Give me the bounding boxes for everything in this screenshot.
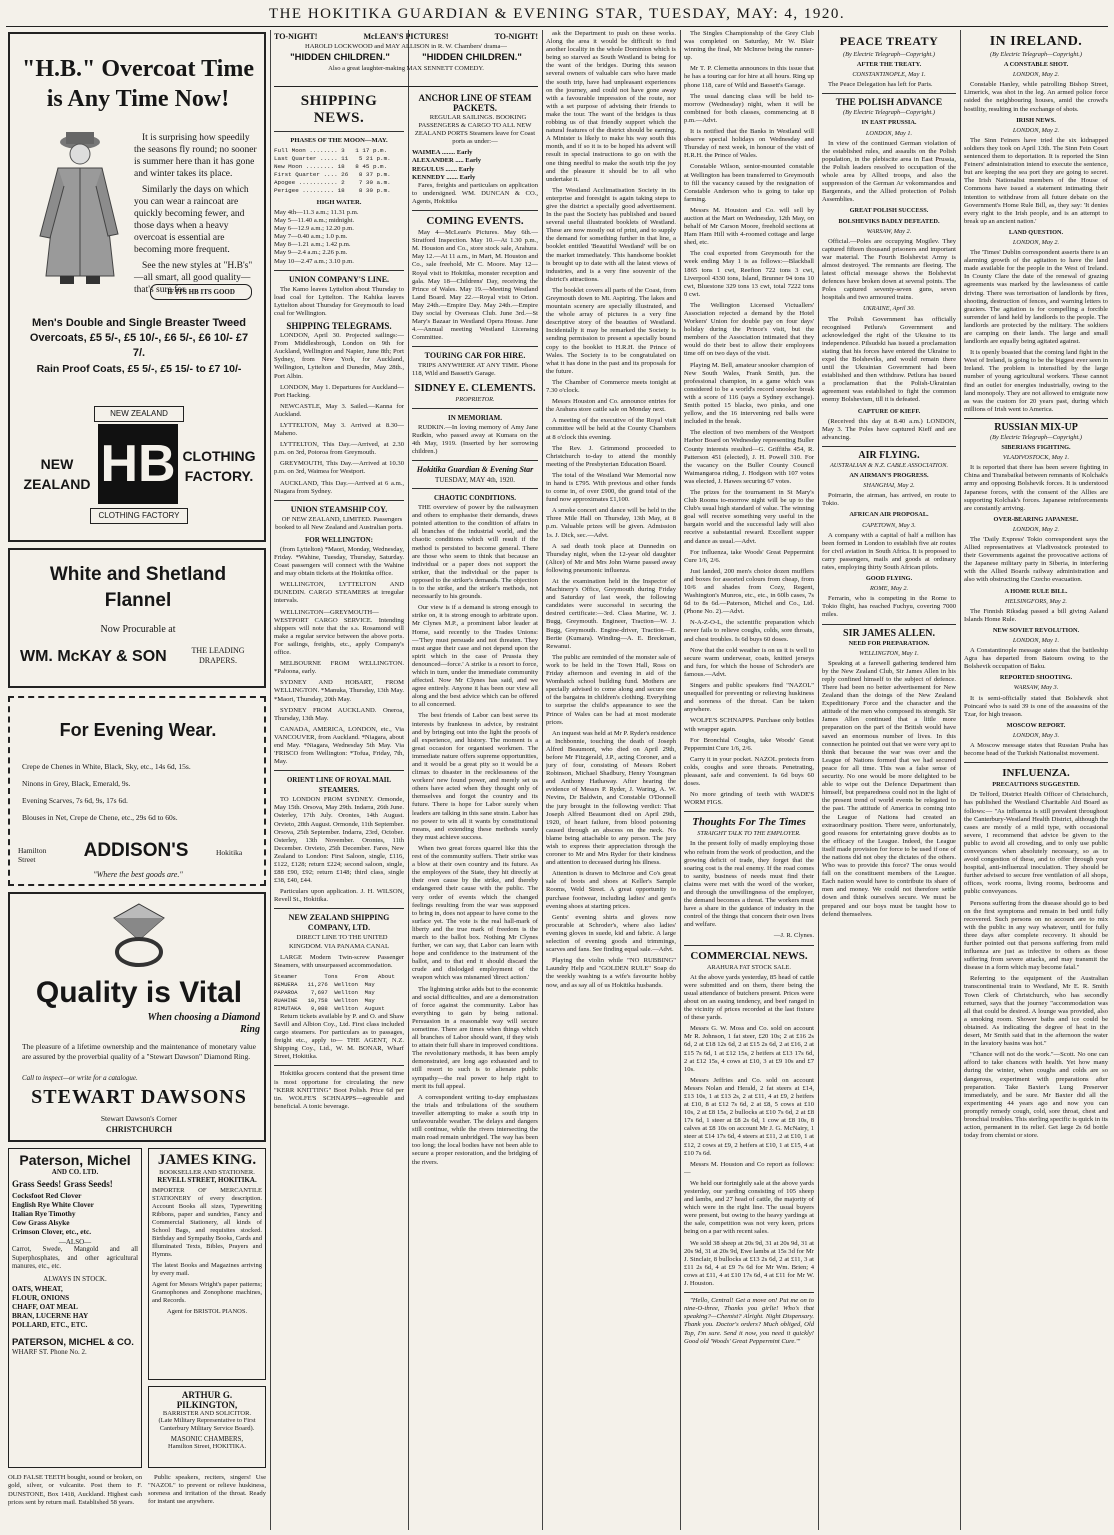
- dateline: LONDON, May 1.: [865, 129, 913, 137]
- flannel-ad: [8, 548, 266, 688]
- touring-text: TRIPS ANYWHERE AT ANY TIME. Phone 118, Wild and Bassett's Garage.: [412, 362, 538, 378]
- dateline: WELLINGTON, May 1.: [859, 649, 919, 657]
- news-paragraph: The Chamber of Commerce meets tonight at 7.30 o'clock.: [546, 378, 676, 395]
- hb-raincoat-prices: Rain Proof Coats, £5 5/-, £5 15/- to £7 10/-: [36, 363, 242, 375]
- man-in-overcoat-illustration: [30, 126, 128, 286]
- column-rule: [542, 30, 543, 1530]
- thoughts-sub: STRAIGHT TALK TO THE EMPLOYER.: [697, 830, 801, 838]
- stewart-body: The pleasure of a lifetime ownership and the maintenance of monetary value are assured by the proverbial quality of a "Stewart Dawson" Diamond Ring.: [22, 1042, 256, 1061]
- news-paragraph: Messrs Houston and Co. announce entries for the Arahura store cattle sale on Monday next.: [546, 398, 676, 414]
- column-local-commercial: [684, 30, 814, 1530]
- subhead: PRECAUTIONS SUGGESTED.: [992, 781, 1080, 789]
- commercial-heading: COMMERCIAL NEWS.: [690, 949, 808, 962]
- paterson-items: OATS, WHEAT, FLOUR, ONIONS CHAFF, OAT MEAL BRAN, LUCERNE HAY POLLARD, ETC., ETC.: [12, 1284, 89, 1330]
- sir-james-heading: SIR JAMES ALLEN.: [843, 627, 935, 639]
- editorial-paragraph: The lightning strike adds but to the economic and social difficulties, and are a demonstration of force against the community. Labor has everything to gain by being rational. Persuasion in a reasonable way will secure sometime. There are times when things which all branches of Labor should want, if they wish to attain their full share in improved conditions. The revolutionary methods, it has been amply demonstrated, are long ago exhausted and to still resort to such is to alienate public sympathy—the real power to help right to merit its full appeal.: [412, 985, 538, 1090]
- commercial-paragraph: Messrs M. Houston and Co report as follows:—: [684, 1160, 814, 1176]
- addison-firm: ADDISON'S: [83, 840, 189, 861]
- commercial-sub: ARAHURA FAT STOCK SALE.: [707, 963, 791, 971]
- news-paragraph: The usual dancing class will be held to-morrow (Wednesday) night, when it will be combined for both classes, commencing at 8 p.m.—Advt.: [684, 92, 814, 124]
- news-paragraph: Attention is drawn to McInroe and Co's great sale of boots and shoes at Keller's Sample Rooms, Weld Street. A great opportunity to purchase footwear, including ladies' and gent's evening shoes at starting prices.: [546, 870, 676, 910]
- logo-banner-bottom: CLOTHING FACTORY: [90, 508, 188, 524]
- news-paragraph: For influenza, take Woods' Great Peppermint Cure 1/6, 2/6.: [684, 548, 814, 564]
- commercial-paragraph: We held our fortnightly sale at the above yards yesterday, our yarding consisting of 105 sheep and lambs, and 27 head of cattle, the majority of which were in the right line. The usual buyers were present, but owing to the heavy yardings at the sale, competition was not very keen, prices being on a par with recent sales.: [684, 1179, 814, 1236]
- news-paragraph: Now that the cold weather is on us it is well to secure warm underwear, coats, knitted jerseys and furs, for which the house of Schroder's are famous.—Advt.: [684, 646, 814, 678]
- pilkington-ad: [148, 1386, 266, 1468]
- editorial-paragraph: When two great forces quarrel like this the rest of the community suffers. Their strike was a blow at their own country and its future. As the employees of the State, they hit directly at their own cause by the strike, and thereby endangered their cause with the public. The very order of events which the changed feelings resulting from the war was supposed to bring in, does not appear to have come to the surface yet. The vote is the real hall-mark of liberty and the true mark of freedom is the march to the ballot box. Nothing Mr Clynes further, we can say, that Labor can learn with hope and confidence to the instrument of the ballot, and to that end it should discard the crude and dislodged employment of the weapon which was misnamed 'direct action.': [412, 844, 538, 982]
- logo-right-text: CLOTHING FACTORY.: [182, 448, 256, 484]
- melbourne-text: MELBOURNE FROM WELLINGTON. *Paloona, early.: [274, 660, 404, 676]
- dateline: LONDON, May 2.: [1012, 525, 1060, 533]
- column-events-editorial: [412, 90, 538, 1530]
- subhead: LAND QUESTION.: [1008, 228, 1064, 236]
- cable-paragraph: The Sinn Feiners have tried the six kidnapped soldiers they took on April 13th. The Sinn Fein Court sentenced them to deportation. It is reported the Sinn Feiners' administration intend to execute the sentence, but are keeping the sea port they are going to secret. The Irish Nationalist members of the House of Commons have issued a statement intimating their intention to withdraw from all future debate on the Government's Home Rule Bill, as, they say: 'It denies every right to the Irish people, and is an attempt to break up an ancient nation.': [964, 136, 1108, 225]
- cable-paragraph: Constable Hanley, while patrolling Bishop Street, Limerick, was shot in the leg. An armed police force raided the neighbouring houses, amid the crowd's hostility, resulting in the exchange of shots.: [964, 81, 1108, 113]
- news-paragraph: Playing M. Bell, amateur snooker champion of New South Wales, Frank Smith, jun. the professional champion, in a game which was considered to be a world's record snooker break with a score of 116 (says a Sydney exchange). Smith potted 15 blacks, two pinks, and one yellow, and the 16 intervening red balls were included in the break.: [684, 361, 814, 426]
- nzs-table: Steamer Tons From About REMUERA 11,276 Wellton May PAPAROA 7,697 Wellton May RUAHINE 10,758 Wellton May RIMUTAKA 9,088 Wellton August: [274, 972, 395, 1012]
- union-text: The Kamo leaves Lyttelton about Thursday to load coal for Lyttelton. The Kahika leaves Lyttelton about Thursday for Greymouth to load coal for Wellington.: [274, 285, 404, 317]
- evening-wear-ad: [8, 696, 266, 886]
- subhead: OVER-BEARING JAPANESE.: [993, 515, 1079, 523]
- thoughts-text: In the present folly of madly employing those who refrain from the work of production, and the growing deficit of trade, they forget that the soaring cost is the real enemy. If the road comes to sanity, business of needs must find their claims were met with the word of the worker, and through the unwillingness of the employer, the demand becomes a threat. The workers must have a share in the guidance of industry in the control of the things that concern their own lives and welfare.: [684, 840, 814, 929]
- polish-heading: THE POLISH ADVANCE: [835, 98, 943, 109]
- for-wellington-text: (from Lyttelton) *Maori, Monday, Wednesday, Friday. *Wahine, Tuesday, Thursday, Saturday. Coast passengers will connect with the Wahine and may obtain tickets at the Hokitika office.: [274, 545, 404, 578]
- cargo-text: WELLINGTON, LYTTELTON AND DUNEDIN. CARGO STEAMERS at irregular intervals.: [274, 581, 404, 605]
- evening-item: Blouses in Net, Crepe de Chene, etc., 29s 6d to 60s.: [22, 813, 178, 822]
- arthur-body: (Late Military Representative to First Canterbury Military Service Board).: [158, 1417, 256, 1432]
- dateline: LONDON, May 3.: [1012, 731, 1060, 739]
- hb-good-tag: IF ITS HB ITS GOOD: [150, 284, 252, 300]
- james-piano: Agent for BRISTOL PIANOS.: [166, 1308, 248, 1315]
- news-paragraph: The Rev. J. Grimmond proceeded to Christchurch to-day to attend the monthly meeting of the Presbyterian Education Board.: [546, 444, 676, 468]
- news-paragraph: The total of the Westland War Memorial now in hand is £795. With previous and other funds to come in, of over £900, the grand total of the fund now approximates £1,100.: [546, 471, 676, 504]
- orient-text: TO LONDON FROM SYDNEY. Ormonde, May 15th. Orsova, May 29th. Indarra, 26th June. Osterley, 17th July. Orontes, 14th August. Orvieto, 28th August. Ormonde, 11th September. Orsova, 25th September. Indarra, 23rd, October. Osterley, 13th November. Orontes, 11th December. Orvieto, 25th December. Fares, New Zealand to London: First Saloon, single, £116, £122, £128; return £224; second saloon, single, £88 £90, £92; return £148; third class, single £38, £40, £44.: [274, 796, 404, 885]
- dateline: WARSAW, May 2.: [866, 227, 912, 235]
- cable-paragraph: Official.—Poles are occupying Mogilev. They captured fifteen thousand prisoners and important war material. The Fourth Bolshevist Army is almost destroyed. The remnants are fleeing. The latest official message shows the Bolshevist defences have broken down at several points. The Poles captured seventy-seven guns, seven hospitals and two armoured trains.: [822, 237, 956, 302]
- evening-item: Crepe de Chenes in White, Black, Sky, etc., 14s 6d, 15s.: [22, 762, 191, 771]
- cable-paragraph: A Constantinople message states that the battleship Agra has departed from Batoum owing to the Bolshevik occupation of Baku.: [964, 647, 1108, 671]
- flannel-sub: Now Procurable at: [100, 624, 176, 635]
- dateline: LONDON, May 2.: [1012, 238, 1060, 246]
- diamond-ring-illustration: [94, 900, 184, 970]
- subhead: SIBERIANS FIGHTING.: [1001, 444, 1071, 452]
- news-paragraph: The Westland Acclimatisation Society in its enterprise and foresight is again taking steps to give the district a specially good advertisement. In the past the Society has published and issued several useful illustrated booklets of Westland. These are now mostly out of print, and to supply the demand for something further in that line, a booklet entitled 'Beautiful Westland' will be on the market immediately. This handsome booklet is brought up to date with all the latest views of industries, and is a very fine souvenir of the district's attractions.: [546, 186, 676, 283]
- column-ireland-russia: [964, 30, 1108, 1530]
- canada-text: CANADA, AMERICA, LONDON, etc., Via VANCOUVER, from Auckland. *Niagara, about end May. *Niagara, Wednesday 5th May. Via 'FRISCO from Wellington: *Tofua, Friday, 7th, May.: [274, 725, 404, 766]
- patent-notice: Public speakers, reciters, singers! Use "NAZOL" to prevent or relieve huskiness, soreness and irritation of the throat. Ready for instant use anywhere.: [148, 1474, 266, 1506]
- telegram: LYTTELTON, May 3. Arrived at 8.30—Maheno.: [274, 421, 404, 438]
- paterson-wharf: WHARF ST. Phone No. 2.: [12, 1347, 87, 1356]
- james-name: JAMES KING.: [157, 1152, 257, 1168]
- news-paragraph: The election of two members of the Westport Harbor Board on Wednesday representing Buller County interests resulted—G. Griffiths 454, R. Patterson 451 (elected), J. H. Powell 310. For the vacancy on the Buller County Council Waimangaroa riding, J. Hodgson with 107 votes was elected, J. Hawes securing 67 votes.: [684, 429, 814, 485]
- anchor-text: Fares, freights and particulars on application to undersigned. WM. DUNCAN & CO., Agents, Hokitika: [412, 181, 538, 205]
- news-paragraph: Just landed, 200 men's choice dozen mufflers and boxes for assorted colours from cheap, from 10/6 and shades from Cozy, Regent, Washington's Munros, etc., etc., in 60lb cases, 7s 6d to 8s 6d.—Paterson, Michel and Co., Ltd. (Phone No. 2).—Advt.: [684, 567, 814, 616]
- editorial-heading: CHAOTIC CONDITIONS.: [433, 494, 517, 503]
- cable-paragraph: In view of the continued German violation of the established rules, and assaults on the Polish population, in the plebiscite area in East Prussia, the Polish leaders resolved to occupation of the whole area by Allied troops, and also the suppression of the German Ar vokommandos and Bargenrats, and the Allied protection of Polish Assemblies.: [822, 139, 956, 204]
- telegram: LYTTELTON, This Day.—Arrived, at 2.30 p.m. on 3rd, Potoroa from Greymouth.: [274, 441, 404, 457]
- sidney-sub: PROPRIETOR.: [455, 395, 495, 403]
- addison-motto: "Where the best goods are.": [93, 870, 183, 879]
- byline: (By Electric Telegraph—Copyright.): [990, 51, 1082, 58]
- tide-heading: HIGH WATER.: [316, 199, 362, 206]
- russian-heading: RUSSIAN MIX-UP: [994, 421, 1078, 433]
- memoriam-heading: IN MEMORIAM.: [447, 413, 503, 422]
- paterson-name: Paterson, Michel: [19, 1152, 131, 1168]
- hb-overcoat-ad: [8, 32, 266, 542]
- dateline: UKRAINE, April 30.: [862, 305, 915, 313]
- paterson-stock: ALWAYS IN STOCK.: [43, 1274, 107, 1283]
- news-paragraph: Singers and public speakers find "NAZOL" unequalled for preventing or relieving huskiness and soreness of the throat. Can be taken anywhere.: [684, 682, 814, 714]
- cable-paragraph: The Polish Government has officially recognised Petlura's Government and acknowledged the right of the Ukraine to its independence. Pilsudski has issued a proclamation stating that his forces have entered the Ukraine to expel the Bolsheviks, and would remain there until the Ukrainian Government had been established and then withdraw. Petlura has issued a proclamation that the Polish-Ukrainian agreement was established to fight the common enemy Bolshevism, till it is defeated.: [822, 315, 956, 404]
- news-paragraph: A smoke concert and dance will be held in the Three Mile Hall on Thursday, 13th May, at 8 p.m. Valuable prizes will be given. Admission 1s. J. Dick, sec.—Advt.: [546, 507, 676, 539]
- cable-paragraph: It is semi-officially stated that Bolshevik shot Poincaré who is said 39 is one of the assassins of the Tzar, for high treason.: [964, 694, 1108, 718]
- hb-logo-block: HB: [98, 424, 178, 504]
- uss-heading: UNION STEAMSHIP COY.: [290, 504, 388, 514]
- dateline: CONSTANTINOPLE, May 1.: [852, 71, 926, 79]
- cable-paragraph: A Moscow message states that Russian Praha has become head of the Turkish Nationalist movement.: [964, 742, 1108, 758]
- evening-title: For Evening Wear.: [59, 720, 217, 740]
- dateline: WARSAW, May 3.: [1013, 684, 1059, 692]
- tonight-film: "HIDDEN CHILDREN.": [290, 52, 390, 63]
- editorial-paragraph: A correspondent writing to-day emphasizes the trials and tribulations of the southern traveller attempting to make a south trip in unfavourable weather. The delays and dangers still continue, while the rivers intersecting the main road remain unbridged. The way has been too long; the local bodies have not been able to secure a proper restoration, and the bridging of the rivers.: [412, 1093, 538, 1166]
- james-body2: The latest Books and Magazines arriving by every mail.: [152, 1262, 262, 1277]
- cable-paragraph: It is reported that there has been severe fighting in China and Transbaikal between remnants of Kolchak's army and opposing Bolshevik forces. It is understood Japanese forces, with the consent of the Allies are supporting Kolchak's forces. Japanese reinforcements are constantly arriving.: [964, 464, 1108, 512]
- moon-heading: PHASES OF THE MOON—MAY.: [290, 137, 388, 144]
- influenza-paragraph: Referring to the equipment of the Australian transcontinental train to Westland, Mr E. R. Smith Town Clerk of Christchurch, who has secondly returned, says that the journey "accommodation was all that could be desired. A lounge was provided, also a smoking room. Shower baths and ice could be obtained. As indicating the degree of heat in the desert, Mr Smith said that in the afternoon the water in the lavatory basins was hot.": [964, 975, 1108, 1048]
- news-paragraph: The Wellington Licensed Victuallers' Association rejected a demand by the Hotel Workers' Union for double pay on four days' holiday during the Prince's visit, but the members of the Association intimated that they would do their best to allow their employees time off on two days of the visit.: [684, 301, 814, 358]
- news-paragraph: For Bronchial Coughs, take Woods' Great Peppermint Cure 1/6, 2/6.: [684, 736, 814, 752]
- news-paragraph: Carry it in your pocket. NAZOL protects from colds, coughs and sore throats. Penetrating, pleasant, safe and convenient. Is 6d buys 60 doses.: [684, 755, 814, 788]
- logo-banner-top: NEW ZEALAND: [94, 406, 184, 422]
- stewart-dawson-ad: [8, 892, 266, 1142]
- stewart-addr: Stewart Dawson's Corner: [100, 1114, 178, 1123]
- masthead: THE HOKITIKA GUARDIAN & EVENING STAR, TUESDAY, MAY: 4, 1920.: [268, 6, 846, 22]
- peace-heading: PEACE TREATY: [839, 34, 939, 48]
- subhead: A CONSTABLE SHOT.: [1003, 61, 1069, 69]
- commercial-paragraph: We sold 38 sheep at 20s 9d, 31 at 20s 9d, 31 at 20s 9d, 31 at 20s 9d, Ewe lambs at 15s 3d for Mr J. Sinclair, 8 bullocks at £13 2s 6d, 2 at £11, 3 at £11 2s 6d, 4 at £9 7s 6d for Mr Wm. Brien; 4 cows at £11, 4 at £10 17s 6d, 4 at £11 for Mr W. J. Houston.: [684, 1239, 814, 1288]
- tonight-film: "HIDDEN CHILDREN.": [422, 52, 522, 63]
- tonight-also: Also a great laughter-making MAX SENNETT COMEDY.: [328, 65, 484, 72]
- flannel-tag: THE LEADING DRAPERS.: [191, 646, 245, 665]
- telegram: AUCKLAND, This Day.—Arrived at 6 a.m., Niagara from Sydney.: [274, 479, 404, 495]
- influenza-paragraph: Dr Telford, District Health Officer of Christchurch, has published the Westland Charitable Aid Board as follows:— "As influenza is still prevalent throughout the Canterbury-Westland Health District, although the cases are mostly of a mild type, with occasional severe, I recommend that advice be given to the public to avoid all crowding, and to only use public conveyances when absolutely necessary, so as to avoid congestion of these, and to offer through your hospital, anti-influenzal inoculation. They should be further advised to secure free ventilation of all shops, offices, work rooms, living rooms, bedrooms and public conveyances.: [964, 791, 1108, 896]
- tide-table: May 4th—11.3 a.m.; 11.31 p.m. May 5—11.40 a.m.; midnight. May 6—12.9 a.m.; 12.20 p.m. May 7—0.40 a.m.; 1.0 p.m. May 8—1.21 a.m.; 1.42 p.m. May 9—2.4 a.m.; 2.26 p.m. May 10—2.47 a.m.; 3.10 p.m.: [274, 209, 359, 265]
- cable-paragraph: Speaking at a farewell gathering tendered him by the New Zealand Club, Sir James Allen in his reply confined himself to the subject of defence. There had been no better advertisement for New Zealand than the doings of the New Zealand Expeditionary Force and the character and the attitude of the men who composed its strength. Sir James Allen continued that a little more preparation on the part of the British would have saved an enormous number of lives. In this connection he pointed out that we were very apt to think that because the war was over and the League of Nations formed that we had secured peace for all time. This was a false sense of security. No one would be more delighted to be able to wipe out the Defence Department than himself, but preparedness could not in the light of the present trend of world events be relegated to the past. The attitude of America in coming into the League of Nations had created an extraordinary position. There were, unfortunately, good reasons for entertaining grave doubts as to the efficacy of the League. Indeed, the League itself made provision for force to be used if one of the nations did not obey the dictates of the others. Who was to provide this force? The onus would fall on the constituent members of the League. Each nation would have to contribute its share of men and money. We could not therefore settle down and think ourselves secure. We must be prepared and our boys must be taught how to defend themselves.: [822, 659, 956, 918]
- james-addr: REVELL STREET, HOKITIKA.: [157, 1176, 257, 1184]
- cable-paragraph: Poirrarin, the airman, has arrived, en route to Tokio.: [822, 492, 956, 508]
- byline: AUSTRALIAN & N.Z. CABLE ASSOCIATION.: [829, 461, 949, 469]
- nzs-heading: NEW ZEALAND SHIPPING COMPANY, LTD.: [288, 913, 390, 933]
- dateline: CAPETOWN, May 3.: [862, 521, 916, 529]
- anchor-list: WAIMEA ........ Early ALEXANDER ..... Early REGULUS ....... Early KENNEDY ....... Early: [412, 149, 482, 181]
- dateline: HELSINGFORS, May 2.: [1005, 597, 1067, 605]
- influenza-heading: INFLUENZA.: [1002, 767, 1070, 780]
- touring-heading: TOURING CAR FOR HIRE.: [424, 351, 526, 361]
- subhead: AN AIRMAN'S PROGRESS.: [849, 472, 929, 480]
- dateline: SHANGHAI, May 2.: [863, 482, 915, 490]
- column-rule: [408, 30, 409, 1530]
- stewart-sub: When choosing a Diamond Ring: [147, 1012, 260, 1035]
- peppermint-verse: "Hello, Central! Get a move on! Put me on to nine-O-three, Thanks you girlie! Who's that speaking?—Chemist? Alright. Night Dispensary. Thank you. Doctor's orders? Much obliged, Old Top, I'm sure. Send it now, you need it quickly! Good old 'Woods' Great Peppermint Cure.'": [684, 1297, 814, 1345]
- subhead: IRISH NEWS.: [1016, 116, 1056, 124]
- editorial-paragraph: THE overview of power by the railwaymen and others to emphasise their demands, draws pointed attention to the condition of affairs in all branches of the industrial world, and the chaotic conditions which will result if the method is persisted to become general. There are those who seem to think that because an individual or a paper does not support the striker, that the individual or the paper is opposed to the striker's demands. The objection is to the strike, and the striker's methods, not necessarily to his grounds.: [412, 504, 538, 601]
- editorial-date: TUESDAY, MAY 4th, 1920.: [435, 476, 515, 484]
- flannel-title: White and Shetland Flannel: [49, 564, 227, 611]
- false-teeth-ad: OLD FALSE TEETH bought, sound or broken, on gold, silver, or vulcanite. Post them to F. DUNSTONE, Box 1418, Auckland. Highest cash prices sent by return mail. Established 58 years.: [8, 1474, 142, 1506]
- masthead-rule: [6, 26, 1108, 27]
- moon-table: Full Moon ........ 3 1 17 p.m. Last Quarter ..... 11 5 21 p.m. New Moon ........ 18 8 45 p.m. First Quarter .... 26 8 37 p.m. Apogee ........... 2 7 30 a.m. Perigee ......... 18 8 30 p.m.: [274, 147, 391, 194]
- cable-paragraph: It is openly boasted that the coming land fight in the West of Ireland, is going to be the biggest ever seen in Ireland. The problem is intensified by the large number of young agricultural workers. These cannot find an outlet for energies industrially, owing to the land monopoly. They are not allowed to emigrate now as was the custom for 20 years past, during which millions of Irish went to America.: [964, 349, 1108, 413]
- influenza-paragraph: Persons suffering from the disease should go to bed on the first symptoms and remain in bed until fully recovered. Such persons on no account are to mix with the public in any way whatever, until for fully three days after complete recovery. It should be further pointed out that persons suffering from mild influenza are just as infective to others as those suffering from severe attacks, and may transmit the disease in a form which may become fatal.": [964, 899, 1108, 972]
- subhead: AFRICAN AIR PROPOSAL.: [849, 511, 929, 519]
- hb-ad-title: "H.B." Overcoat Time is Any Time Now!: [22, 56, 254, 112]
- westport-text: WELLINGTON—GREYMOUTH—WESTPORT CARGO SERVICE. Intending shippers will note that the s.s. Rosamond will make a regular service between the above ports. For sailings, freights, etc., apply Company's office.: [274, 608, 404, 657]
- dateline: ROME, May 2.: [869, 585, 909, 593]
- subhead: IN EAST PRUSSIA.: [861, 119, 917, 127]
- tonight-line: HAROLD LOCKWOOD and MAY ALLISON in R. W. Chambers' drama—: [305, 43, 507, 50]
- commercial-paragraph: Messrs G. W. Moss and Co. sold on account Mr R. Johnson, 1 fat steer, £20 10s; 2 at £16 2s 6d, 2 at £18 12s 6d, 2 at £15 2s 6d, 2 at £16, 2 at £15 7s 6d, 1 at £12 15s, 2 heifers at £13 17s 6d, 2 at £12 15s, 4 cows at £10, 3 at £9 10s and £7 10s.: [684, 1025, 814, 1073]
- editorial-paragraph: Our view is if a demand is strong enough to strike on, it is strong enough to arbitrate upon. Mr Clynes M.P., a prominent labor leader at Home, said recently to the Trades Unions:—'They must persuade and not threaten. They must argue their case and not depend upon the spirit which in the case of Prussia they denounced—force.' A strike is a resort to force, which in turn, under the immediate community affected. Now Mr Clynes has said, and we agree entirely. Anyone it has been our view all along and the best advice which can be offered to all concerned.: [412, 604, 538, 709]
- james-body: IMPORTER OF MERCANTILE STATIONERY of every description. Account Books all sizes, Typewriting Ribbons, paper and sundries, Fancy and Commercial Stationery, all kinds of School Bags, and requisites stocked. Birthday and Sympathy Books, Cards and Illuminated Texts, Bibles, Prayers and Hymns.: [152, 1187, 262, 1258]
- paterson-co: AND CO. LTD.: [51, 1168, 99, 1176]
- cable-paragraph: Ferrarin, who is competing in the Rome to Tokio flight, has reached Fuchyu, covering 7000 miles.: [822, 595, 956, 619]
- subhead: GREAT POLISH SUCCESS.: [849, 207, 929, 215]
- tonight-left: TO-NIGHT!: [274, 32, 318, 41]
- nzs-text: LARGE Modern Twin-screw Passenger Steamers, with unsurpassed accommodation.: [274, 953, 404, 969]
- telegram: LONDON, May 1. Departures for Auckland—Port Hacking.: [274, 383, 404, 399]
- paterson-michel-ad: [8, 1148, 142, 1468]
- news-paragraph: Constable Wilson, senior-mounted constable at Wellington has been transferred to Greymouth to fill the vacancy caused by the resignation of Constable Anderson who is going to take up farming.: [684, 163, 814, 203]
- cable-paragraph: (Received this day at 8.40 a.m.) LONDON, May 3. The Poles have captured Kieff and are advancing.: [822, 417, 956, 441]
- evening-item: Ninons in Grey, Black, Emerald, 9s.: [22, 779, 131, 788]
- uss-sub: OF NEW ZEALAND, LIMITED. Passengers booked to all New Zealand and Australian ports.: [275, 515, 403, 531]
- subhead: A HOME RULE BILL.: [1004, 587, 1068, 595]
- sydney-text: SYDNEY AND HOBART, FROM WELLINGTON. *Manuka, Thursday, 13th May. *Maori, Thursday, 20th May.: [274, 679, 404, 703]
- paterson-seeds: Grass Seeds! Grass Seeds!: [12, 1179, 113, 1189]
- cable-paragraph: The Finnish Riksdag passed a bill giving Aaland Islands Home Rule.: [964, 607, 1108, 623]
- orient-agent: Particulars upon application. J. H. WILSON, Revell St., Hokitika.: [274, 888, 404, 904]
- shipping-heading: SHIPPING NEWS.: [300, 93, 378, 126]
- dateline: LONDON, May 2.: [1012, 71, 1060, 79]
- editorial-paragraph: The best friends of Labor can best serve its interests by frankness in advice, by restraint and by bringing out into the light the proofs of all experience, and history. The moment is a great occasion for organised workmen. The immediate nature offers supreme opportunities, and it would be a great pity so it would be a climax to disaster in the recklessness of the workers' new found power, and merely set us others have acted when they thought only of themselves and forgot the country and its future. There is hope for Labor surely when leaders are talking in this sane strain. Labor has no power to win all it wants by constitutional means, and extending these methods surely they must achieve success.: [412, 712, 538, 841]
- news-paragraph: It is notified that the Banks in Westland will observe special holidays on Wednesday and Thursday of next week, in honour of the visit of H.R.H. the Prince of Wales.: [684, 128, 814, 160]
- james-agent: Agent for Messrs Wright's paper patterns; Gramophones and Zonophone machines, and Records.: [152, 1281, 262, 1304]
- telegram: NEWCASTLE, May 3. Sailed.—Kanna for Auckland.: [274, 402, 404, 418]
- thoughts-signature: —J. R. Clynes.: [773, 932, 814, 940]
- news-paragraph: A meeting of the executive of the Royal visit committee will be held at the County Chambers at 8 o'clock this evening.: [546, 417, 676, 441]
- subhead: CAPTURE OF KIEFF.: [857, 407, 921, 415]
- column-shipping: [274, 90, 404, 1530]
- subhead: AFTER THE TREATY.: [856, 61, 922, 69]
- news-paragraph: WOLFE'S SCHNAPPS. Purchase only bottles with wrapper again.: [684, 717, 814, 733]
- news-paragraph: Gents' evening shirts and gloves now procurable at Schroder's, where also ladies' evening gloves in suede, kid and fabric. A large selection of evening goods and trimmings, scarves and fans. See finding equal sale.—Advt.: [546, 913, 676, 954]
- paterson-list: Cocksfoot Red Clover English Rye White Clover Italian Rye Timothy Cow Grass Alsyke Crimson Clover, etc., etc.: [12, 1191, 94, 1236]
- column-rule: [960, 30, 961, 1530]
- paterson-foot: PATERSON, MICHEL & CO.: [12, 1336, 134, 1348]
- evening-item: Evening Scarves, 7s 6d, 9s, 17s 6d.: [22, 796, 128, 805]
- subhead: MOSCOW REPORT.: [1006, 721, 1066, 729]
- dateline: LONDON, May 1.: [1012, 637, 1060, 644]
- news-paragraph: The Singles Championship of the Grey Club was completed on Saturday, Mr W. Blair winning the final, Mr McInroe being the runner-up.: [684, 30, 814, 62]
- cable-paragraph: A company with a capital of half a million has been formed in London to establish five air routes for civil aviation in South Africa. It is proposed to carry passengers, mails and goods at ordinary rates, employing thirty South African pilots.: [822, 531, 956, 571]
- evening-list: [22, 758, 258, 826]
- james-sub: BOOKSELLER AND STATIONER.: [159, 1169, 255, 1176]
- column-cables: [822, 30, 956, 1530]
- notice: Hokitika grocers contend that the present time is most opportune for circulating the new "KERR KNITTING" Boot Polish. Price 6d per tin. WOLFE'S SCHNAPPS—agreeable and beneficial. A tonic beverage.: [274, 1070, 404, 1110]
- news-paragraph: The booklet covers all parts of the Coast, from Greymouth down to Mt. Aspiring. The lakes and mountain scenery are specially illustrated, and the whole array of pictures is a very fine descriptive story of the beauties of Westland. Incidentally it may be remarked the Society is sending permission to present a specially bound copy to the booklet to H.R.H. the Prince of Wales. The Society is to be congratulated on what it has done in the past and its proposals for the future.: [546, 286, 676, 375]
- air-heading: AIR FLYING.: [858, 449, 920, 461]
- column-rule: [270, 30, 271, 1530]
- subhead: NEED FOR PREPARATION.: [848, 639, 930, 647]
- paper-name: Hokitika Guardian & Evening Star: [416, 465, 534, 474]
- stewart-firm: STEWART DAWSONS: [31, 1086, 247, 1108]
- news-paragraph: A sad death took place at Dunnedin on Thursday night, when the 12-year old daughter (Alice) of Mr and Mrs John Warne passed away following pneumonic influenza.: [546, 542, 676, 574]
- subhead: GOOD FLYING.: [865, 575, 913, 583]
- arthur-addr: Hamilton Street, HOKITIKA.: [168, 1443, 246, 1450]
- commercial-paragraph: Messrs Jeffries and Co. sold on account Messrs Nolan and Herald, 2 fat steers at £14, £13 10s, 1 at £13 2s, 2 at £11, 4 at £9, 2 heifers at £10, 8 at £12 7s 6d, 2 at £8, 5 cows at £10 10s, 2 at £8 15s, 2 bullocks at £10 7s 6d, 2 at £8 17s 6d, 1 steer at £8 2s 6d, 1 cow at £8 10s, 8 calves at £8 10s on account Mr J. G. McNairy, 1 steer at £14 17s 6d, 4 steers at £11, 2 at £10, 1 at £12, 2 cows at £9, 2 heifers at £10, 1 at £15, 4 at £10 7s 6d.: [684, 1076, 814, 1157]
- byline: (By Electric Telegraph—Copyright.): [843, 51, 935, 58]
- news-paragraph: No more grinding of teeth with WADE'S WORM FIGS.: [684, 791, 814, 807]
- news-paragraph: The public are reminded of the monster sale of work to be held in the Town Hall, Ross on Friday afternoon and evening in aid of the Wombatch school building fund. Mothers are specially advised to come along and secure one of the bargains in children's clothing. Everything to surprise the child's appearance to see the Prince of Wales can be had at most moderate prices.: [546, 653, 676, 726]
- sydney-auckland-text: SYDNEY FROM AUCKLAND. Oneroa, Thursday, 13th May.: [274, 706, 404, 722]
- nzs-sub: DIRECT LINE TO THE UNITED KINGDOM. VIA PANAMA CANAL: [288, 934, 389, 950]
- for-wellington-heading: FOR WELLINGTON:: [304, 535, 373, 544]
- news-paragraph: Playing the violin while "NO RUBBING" Laundry Help and "GOLDEN RULE" Soap do the weekly washing is a wife's favourite hobby now, and as say all of us Hokitika husbands.: [546, 957, 676, 989]
- paterson-more: Carrot, Swede, Mangold and all Superphosphates, and other agricultural manures, etc., etc.: [12, 1246, 138, 1270]
- news-paragraph: At the examination held in the Inspector of Machinery's Office, Greymouth during Friday and Saturday of last week, the following candidates were successful in securing the desired certificate:—3rd. Class Marine, W. J. Bugg, Greymouth. Engineer, Traction—W. J. Bugg, Greymouth. Engine-driver, Traction—E. Bertie (Kumara). Winding—A. E. Breckman, Rewanui.: [546, 578, 676, 650]
- bottom-left-notices: [148, 1474, 266, 1530]
- telegram: GREYMOUTH, This Day.—Arrived at 10.30 p.m. on 3rd, Waimea for Westport.: [274, 460, 404, 476]
- column-rule: [818, 30, 819, 1530]
- arthur-name: ARTHUR G. PILKINGTON,: [176, 1390, 238, 1410]
- sidney-heading: SIDNEY E. CLEMENTS.: [414, 381, 536, 394]
- logo-left-text: NEW ZEALAND: [23, 456, 91, 492]
- telegrams-heading: SHIPPING TELEGRAMS.: [286, 321, 392, 332]
- news-paragraph: The prizes for the tournament in St Mary's Club Rooms to-morrow night will be up to the Club's usual high standard of value. The winning goal will receive something very useful in the bargain world and the successful lady will also receive a substantial reward. Excellent supper and dance as usual.—Advt.: [684, 488, 814, 545]
- column-local-news: [546, 30, 676, 1530]
- ireland-heading: IN IRELAND.: [989, 34, 1083, 49]
- subhead: REPORTED SHOOTING.: [999, 674, 1073, 682]
- news-paragraph: ask the Department to push on these works. Along the area it would be difficult to find another locality in the whole Dominion which is being so starved as South Westland is being for the want of the bridges. During this season several owners of valuable cars who have made the south trip, have had unpleasant experiences on the journey, and could not have gone away with a favourable impression of the route, nor with a set purpose of advising their friends to make the tour. The want of the bridges is thus robbing us of that friendly support which the natural features of the district should be earning. A Minister is likely to make his way south this month, and if so it is to be hoped his advent will result in special instructions to go on with the one thing needful to make the south trip the joy and the pleasure it should be to all who undertake it.: [546, 30, 676, 183]
- influenza-paragraph: "Chance will not do the work."—Scott. No one can afford to take chances with health. Yet how many during the winter, when coughs and colds are so dangerous, experiment with preparations after preparation. Take Baxter's Lung Preserver immediately, and be sure. Mr Baxter did all the experimenting 44 years ago and now you can promptly remedy cough, cold, sore throat, chest and bronchial troubles. This sterling specific is quick in its action, permanent in its relief. Get large 2s 6d bottle today from chemist or store.: [964, 1051, 1108, 1140]
- tonight-banner: [274, 32, 538, 87]
- thoughts-heading: Thoughts For The Times: [692, 816, 806, 829]
- hb-overcoat-prices: Men's Double and Single Breaster Tweed Overcoats, £5 5/-, £5 10/-, £6 5/-, £6 10/- £7 7/.: [29, 317, 249, 359]
- memoriam-text: RUDKIN.—In loving memory of Amy Jane Rudkin, who passed away at Kumara on the 4th May, 1919. (Inserted by her sorrowing children.): [412, 423, 538, 455]
- coming-events-text: May 4—McLean's Pictures. May 6th.—Stratford Inspection. May 10.—At 1.30 p.m., M. Houston and Co., store stock sale, Arahura. May 12.—At 11 a.m., in Mart, M. Houston and Co., sale freehold, Mr C. Moore. May 12—Royal visit to Hokitika, monster reception and gala. May 18—Childrens' Day, receiving the Prince of Wales. May 19.—Meeting Westland Land Board. May 22.—Royal visit to Orion. May 24th.—Empire Day. May 24th.—Empire Day social by Overseas Club. June 3rd.—St Mary's Bazaar in Westland Opera House. June 4.—Annual meeting Westland Licensing Committee.: [412, 229, 538, 342]
- cable-paragraph: The 'Times' Dublin correspondent asserts there is an alarming growth of the agitation to have the land made available for the people in the West of Ireland. In County Clare the date of the renewal of grazing agreements was marked by the lawlessness of cattle driving. There was terrorisation of landlords by fires, shooting, destruction of fences, and warning letters to graziers. The agitation is for compelling a forcible surrender of land held by landlords to the people. The landlords are protected by the military. The soldiers are camping on their lands. The large and small landlords are equally being agitated against.: [964, 249, 1108, 346]
- tonight-center: McLEAN'S PICTURES!: [363, 32, 449, 41]
- news-paragraph: An inquest was held at Mr P. Ryder's residence at Inchbonnie, touching the death of Joseph Alfred Beaumont, who died on April 29th, before Mr Fitzgerald, J.P., acting Coroner, and a jury of four, consisting of Messrs Robert Robinson, Michael Shadbury, Henry Youngman and Anthony Hathaway. After hearing the evidence of Messrs P. Ryder, J. Waring, A. W. Nevins, Dr Baldwin, and Constable O'Donnell the jury brought in the following verdict: That Joseph Alfred Beaumont died on April 29th, 1920, of heart failure, from blood poisoning caused through an abscess on the neck. No blame being attachable to any person. The jury wish to express their appreciation through the coroner to Mr and Mrs Ryder for their kindness and attention to deceased during his illness.: [546, 729, 676, 867]
- hb-ad-copy: It is surprising how speedily the seasons fly round; no sooner is summer here than it has gone and winter takes its place. Similarly the days on which you can wear a raincoat are quickly becoming fewer, and those days when a heavy overcoat is essential are becoming more frequent. See the new styles at "H.B's" —all smart, all good quality— that's sure for: [134, 133, 257, 295]
- dateline: VLADIVOSTOCK, May 1.: [1002, 454, 1070, 462]
- telegram: LONDON, April 30. Projected sailings:—From Middlesbrough, London on 9th for Auckland, Wellington and Napier, June 8th; Port Sydney, from New York, for Auckland, Wellington, Lyttelton and Dunedin, May 28th., Port Albin.: [274, 332, 404, 380]
- addison-street: Hamilton Street: [18, 846, 47, 864]
- paterson-also: —ALSO—: [58, 1238, 92, 1246]
- column-rule: [680, 30, 681, 1530]
- nzs-text2: Return tickets available by P. and O. and Shaw Savill and Albion Coy., Ltd. First class included cargo steamers. For particulars as to passages, freight etc., apply to— THE AGENT, N.Z. Shipping Coy., Ltd., W. M. BONAR, Wharf Street, Hokitika.: [274, 1012, 404, 1061]
- stewart-city: CHRISTCHURCH: [105, 1125, 173, 1134]
- stewart-title: Quality is Vital: [35, 976, 243, 1009]
- news-paragraph: Messrs M. Houston and Co. will sell by auction at the Mart on Wednesday, 12th May, on behalf of Mr Carson Moore, freehold sections at Ham Ham Hill with 4-roomed cottage and large shed, etc.: [684, 206, 814, 247]
- news-paragraph: The coal exported from Greymouth for the week ending May 1 is as follows:—Blackball 1865 tons 1 cwt, Reefton 722 tons 3 cwt, Liverpool 4330 tons, Island, Brunner 94 tons 10 cwt, Bluestone 329 tons 13 cwt, total 7222 tons 0 cwt.: [684, 250, 814, 298]
- anchor-sub: REGULAR SAILINGS. BOOKING PASSENGERS & CARGO TO ALL NEW ZEALAND PORTS Steamers leave for Coast ports as under:—: [414, 114, 536, 146]
- cable-paragraph: The 'Daily Express' Tokio correspondent says the Allied representatives at Vladivostock protested to their Governments against the provocative actions of the Japanese military party in Siberia, in interfering with the Allied Boards railway administration and also with obstructing the Czecho evacuation.: [964, 535, 1108, 584]
- union-heading: UNION COMPANY'S LINE.: [288, 274, 390, 284]
- coming-events-heading: COMING EVENTS.: [426, 215, 524, 228]
- byline: (By Electric Telegraph—Copyright.): [990, 433, 1082, 441]
- arthur-lodge: MASONIC CHAMBERS,: [170, 1436, 244, 1443]
- hb-factory-logo: [20, 406, 256, 532]
- anchor-heading: ANCHOR LINE OF STEAM PACKETS.: [418, 93, 532, 113]
- subhead: NEW SOVIET REVOLUTION.: [992, 626, 1080, 634]
- flannel-firm: WM. McKAY & SON: [20, 648, 167, 665]
- news-paragraph: Mr T. P. Clemetta announces in this issue that he has a touring car for hire at all hours. Ring up phone 118, care of Wild and Bassett's Garage.: [684, 65, 814, 89]
- arthur-sub: BARRISTER AND SOLICITOR.: [162, 1410, 252, 1417]
- commercial-paragraph: At the above yards yesterday, 85 head of cattle were submitted and on them, there being the usual attendance of butchers present. Prices were about on an easing tendency, and beef ranged in the vicinity of prices recorded at the last fixture of these yards.: [684, 973, 814, 1022]
- orient-heading: ORIENT LINE OF ROYAL MAIL STEAMERS.: [286, 776, 392, 795]
- james-king-ad: [148, 1148, 266, 1380]
- subhead: BOLSHEVIKS BADLY DEFEATED.: [838, 217, 940, 225]
- dateline: LONDON, May 2.: [1012, 126, 1060, 134]
- stewart-call: Call to inspect—or write for a catalogue.: [22, 1074, 138, 1082]
- addison-town: Hokitika: [216, 848, 243, 857]
- news-paragraph: N-A-Z-O-L, the scientific preparation which never fails to relieve coughs, colds, sore throats, and chest troubles. Is 6d buys 60 doses.: [684, 619, 814, 643]
- cable-paragraph: The Peace Delegation has left for Paris.: [828, 81, 933, 89]
- tonight-right: TO-NIGHT!: [494, 32, 538, 41]
- byline: (By Electric Telegraph—Copyright.): [843, 109, 935, 117]
